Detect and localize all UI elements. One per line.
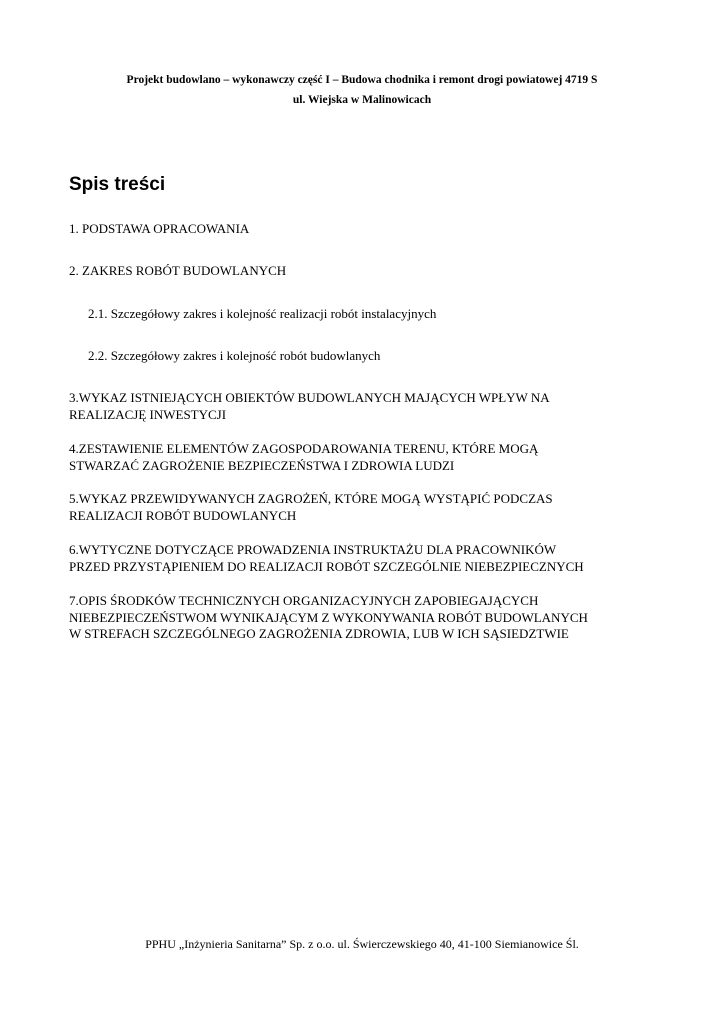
toc-entry-2-1-line-1: 2.1. Szczegółowy zakres i kolejność realizacji robót instalacyjnych [88,306,437,321]
toc-entry-6 [69,542,669,575]
toc-title: Spis treści [69,174,166,195]
toc-entry-1 [69,221,669,238]
toc-entry-7 [69,593,669,643]
document-footer: PPHU „Inżynieria Sanitarna” Sp. z o.o. ul. Świerczewskiego 40, 41-100 Siemianowice Śl. [145,937,579,951]
header-line-1: Projekt budowlano – wykonawczy część I – Budowa chodnika i remont drogi powiatowej 4719 S [126,74,598,86]
toc-entry-7-line-2: NIEBEZPIECZEŃSTWOM WYNIKAJĄCYM Z WYKONYWANIA ROBÓT BUDOWLANYCH [69,609,588,625]
toc-entry-5-line-2: REALIZACJI ROBÓT BUDOWLANYCH [69,507,297,523]
header-line-2: ul. Wiejska w Malinowicach [292,94,432,106]
toc-entry-1-line-1: 1. PODSTAWA OPRACOWANIA [69,221,250,236]
toc-entry-2-1 [88,306,688,323]
toc-entry-3-line-2: REALIZACJĘ INWESTYCJI [69,406,227,422]
toc-entry-4 [69,441,669,474]
toc-entry-6-line-1: 6.WYTYCZNE DOTYCZĄCE PROWADZENIA INSTRUKTAŻU DLA PRACOWNIKÓW [69,542,557,557]
toc-entry-7-line-3: W STREFACH SZCZEGÓLNEGO ZAGROŻENIA ZDROWIA, LUB W ICH SĄSIEDZTWIE [69,626,569,641]
toc-entry-5 [69,491,669,524]
toc-entry-2-2 [88,348,688,365]
toc-entry-2-line-1: 2. ZAKRES ROBÓT BUDOWLANYCH [69,263,287,278]
toc-entry-7-line-1: 7.OPIS ŚRODKÓW TECHNICZNYCH ORGANIZACYJNYCH ZAPOBIEGAJĄCYCH [69,593,539,608]
toc-entry-3 [69,390,669,423]
toc-entry-2 [69,263,669,280]
toc-entry-6-line-2: PRZED PRZYSTĄPIENIEM DO REALIZACJI ROBÓT SZCZEGÓLNIE NIEBEZPIECZNYCH [69,558,584,574]
toc-entry-4-line-2: STWARZAĆ ZAGROŻENIE BEZPIECZEŃSTWA I ZDROWIA LUDZI [69,457,455,473]
toc-entry-4-line-1: 4.ZESTAWIENIE ELEMENTÓW ZAGOSPODAROWANIA TERENU, KTÓRE MOGĄ [69,441,539,456]
toc-entry-5-line-1: 5.WYKAZ PRZEWIDYWANYCH ZAGROŻEŃ, KTÓRE MOGĄ WYSTĄPIĆ PODCZAS [69,491,553,506]
toc-entry-3-line-1: 3.WYKAZ ISTNIEJĄCYCH OBIEKTÓW BUDOWLANYCH MAJĄCYCH WPŁYW NA [69,390,550,405]
document-header [40,70,684,110]
toc-entry-2-2-line-1: 2.2. Szczegółowy zakres i kolejność robót budowlanych [88,348,381,363]
